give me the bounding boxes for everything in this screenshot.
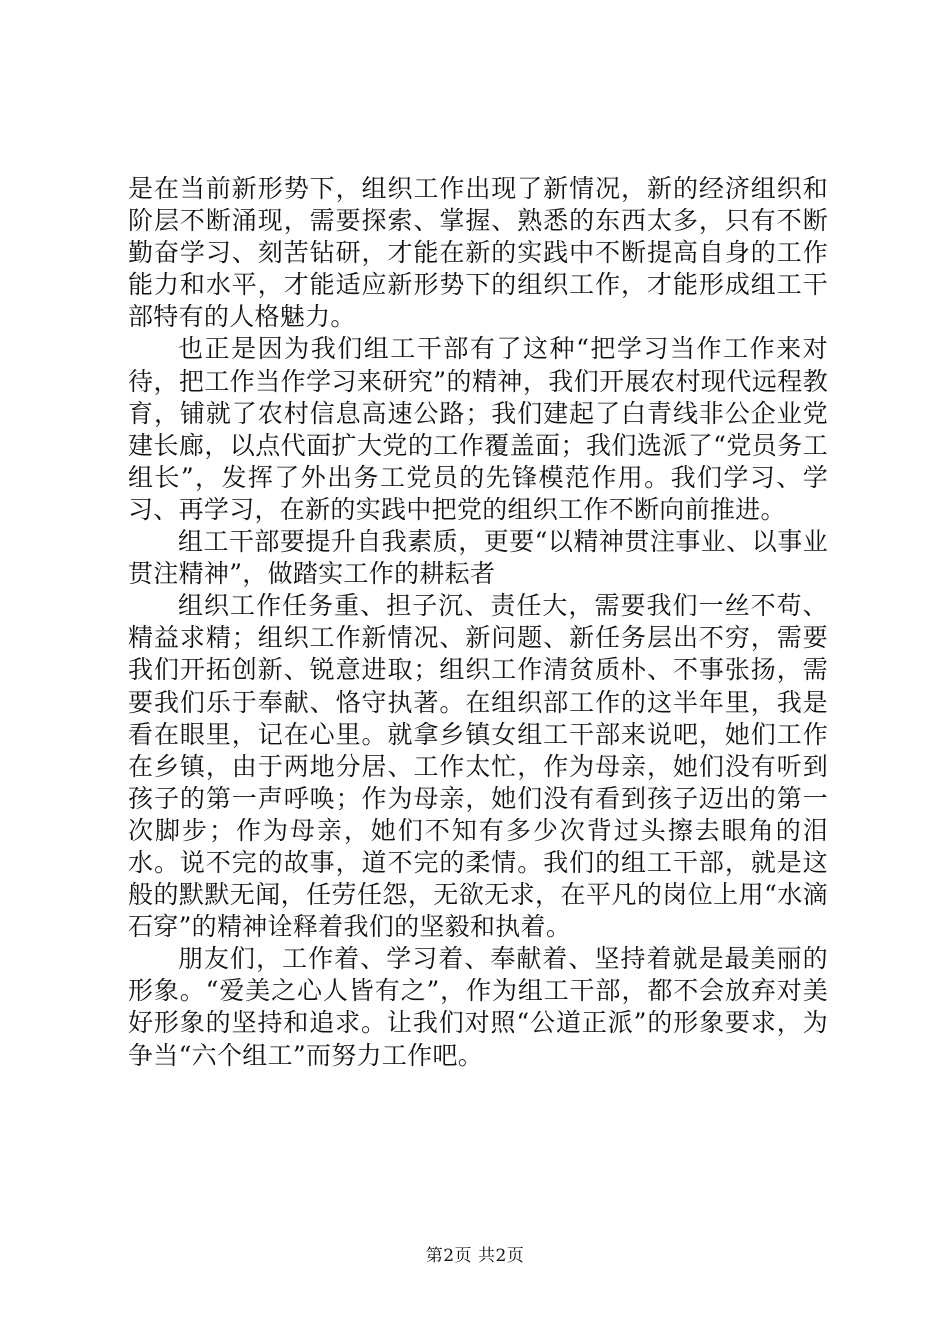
page-footer: 第2页 共2页 [425, 1246, 525, 1266]
paragraph-4: 组织工作任务重、担子沉、责任大，需要我们一丝不苟、精益求精；组织工作新情况、新问题、新任务层出不穷，需要我们开拓创新、锐意进取；组织工作清贫质朴、不事张扬，需要我们乐于奉献、恪守执著。在组织部工作的这半年里，我是看在眼里，记在心里。就拿乡镇女组工干部来说吧，她们工作在乡镇，由于两地分居、工作太忙，作为母亲，她们没有听到孩子的第一声呼唤；作为母亲，她们没有看到孩子迈出的第一次脚步；作为母亲，她们不知有多少次背过头擦去眼角的泪水。说不完的故事，道不完的柔情。我们的组工干部，就是这般的默默无闻，任劳任怨，无欲无求，在平凡的岗位上用“水滴石穿”的精神诠释着我们的坚毅和执着。 [128, 591, 828, 942]
paragraph-5: 朋友们，工作着、学习着、奉献着、坚持着就是最美丽的形象。“爱美之心人皆有之”，作为组工干部，都不会放弃对美好形象的坚持和追求。让我们对照“公道正派”的形象要求，为争当“六个组工”而努力工作吧。 [128, 944, 828, 1070]
paragraph-1: 是在当前新形势下，组织工作出现了新情况，新的经济组织和阶层不断涌现，需要探索、掌握、熟悉的东西太多，只有不断勤奋学习、刻苦钻研，才能在新的实践中不断提高自身的工作能力和水平，才能适应新形势下的组织工作，才能形成组工干部特有的人格魅力。 [128, 174, 828, 332]
paragraph-2: 也正是因为我们组工干部有了这种“把学习当作工作来对待，把工作当作学习来研究”的精神，我们开展农村现代远程教育，铺就了农村信息高速公路；我们建起了白青线非公企业党建长廊，以点代面扩大党的工作覆盖面；我们选派了“党员务工组长”，发挥了外出务工党员的先锋模范作用。我们学习、学习、再学习，在新的实践中把党的组织工作不断向前推进。 [128, 334, 828, 524]
paragraph-3: 组工干部要提升自我素质，更要“以精神贯注事业、以事业贯注精神”，做踏实工作的耕耘者 [128, 527, 828, 589]
document-body [128, 173, 828, 1072]
